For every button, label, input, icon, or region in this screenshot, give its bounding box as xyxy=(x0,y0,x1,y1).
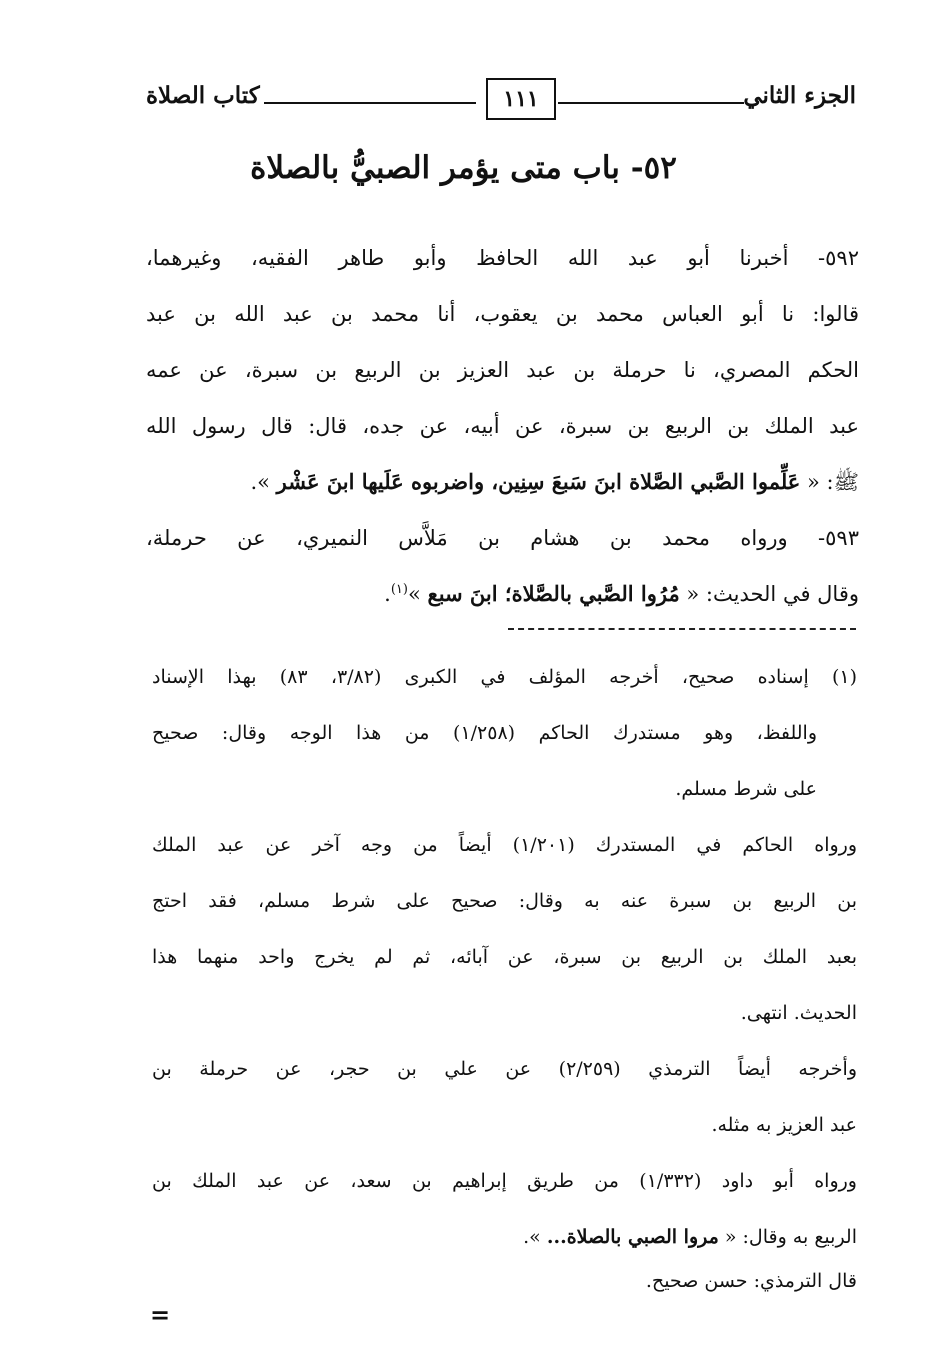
footnote-line-12: قال الترمذي: حسن صحيح. xyxy=(645,1270,857,1292)
footnotes xyxy=(152,660,857,1300)
hadith-593-line-2 xyxy=(146,576,859,612)
footnote-line-8: وأخرجه أيضاً الترمذي (٢/٢٥٩) عن علي بن حجر، عن حرملة بن xyxy=(152,1058,857,1080)
footnote-line-3: على شرط مسلم. xyxy=(675,778,817,800)
footnote-line-5: بن الربيع بن سبرة عنه به وقال: صحيح على شرط مسلم، فقد احتج xyxy=(152,890,857,912)
page-number: ١١١ xyxy=(486,78,556,120)
hadith-592-line-2: قالوا: نا أبو العباس محمد بن يعقوب، أنا محمد بن عبد الله بن عبد xyxy=(146,302,859,326)
volume-label: الجزء الثاني xyxy=(743,82,856,109)
footnote-line-1: (١) إسناده صحيح، أخرجه المؤلف في الكبرى (٣/٨٢، ٨٣) بهذا الإسناد xyxy=(152,666,857,688)
footnote-line-11-suffix: ». xyxy=(523,1226,541,1248)
running-header xyxy=(146,78,856,124)
hadith-593-line-2-prefix: وقال في الحديث: « xyxy=(686,582,859,606)
footnote-line-11-prefix: الربيع به وقال: « xyxy=(724,1226,857,1248)
hadith-592-line-4: عبد الملك بن الربيع بن سبرة، عن أبيه، عن جده، قال: قال رسول الله xyxy=(146,414,859,438)
footnote-reference: (١) xyxy=(390,582,408,597)
footnote-line-11-quote: مروا الصبي بالصلاة... xyxy=(546,1226,719,1248)
footnote-line-7: الحديث. انتهى. xyxy=(740,1002,857,1024)
hadith-592-line-5-prefix: ﷺ: « xyxy=(807,470,859,494)
footnote-line-11 xyxy=(152,1220,857,1254)
hadith-592-matn: عَلِّموا الصَّبي الصَّلاة ابنَ سَبعَ سِنِين، واضربوه عَلَيها ابنَ عَشْر xyxy=(276,469,801,494)
header-rule-left xyxy=(264,102,476,104)
hadith-592-line-3: الحكم المصري، نا حرملة بن عبد العزيز بن الربيع بن سبرة، عن عمه xyxy=(146,358,859,382)
footnote-line-10: ورواه أبو داود (١/٣٣٢) من طريق إبراهيم بن سعد، عن عبد الملك بن xyxy=(152,1170,857,1192)
hadith-592-line-5-suffix: ». xyxy=(250,470,270,494)
footnote-divider xyxy=(508,628,856,630)
footnote-line-2: واللفظ، وهو مستدرك الحاكم (١/٢٥٨) من هذا الوجه وقال: صحيح xyxy=(152,722,817,744)
hadith-592-line-1: ٥٩٢- أخبرنا أبو عبد الله الحافظ وأبو طاهر الفقيه، وغيرهما، xyxy=(146,246,859,270)
hadith-593-line-1: ٥٩٣- ورواه محمد بن هشام بن مَلاَّس النميري، عن حرملة، xyxy=(146,526,859,550)
footnote-line-6: بعبد الملك بن الربيع بن سبرة، عن آبائه، ثم لم يخرج واحد منهما هذا xyxy=(152,946,857,968)
continuation-mark: = xyxy=(150,1300,171,1329)
main-text xyxy=(146,240,859,630)
book-label: كتاب الصلاة xyxy=(146,82,260,109)
hadith-592-line-5 xyxy=(146,464,859,500)
header-rule-right xyxy=(558,102,744,104)
hadith-593-line-2-end: . xyxy=(384,582,391,606)
footnote-line-4: ورواه الحاكم في المستدرك (١/٢٠١) أيضاً من وجه آخر عن عبد الملك xyxy=(152,834,857,856)
hadith-593-line-2-suffix: » xyxy=(407,582,421,606)
footnote-line-9: عبد العزيز به مثله. xyxy=(711,1114,857,1136)
chapter-title: ٥٢- باب متى يؤمر الصبيُّ بالصلاة xyxy=(250,150,677,186)
hadith-593-matn: مُرُوا الصَّبي بالصَّلاة؛ ابنَ سبع xyxy=(427,581,680,606)
